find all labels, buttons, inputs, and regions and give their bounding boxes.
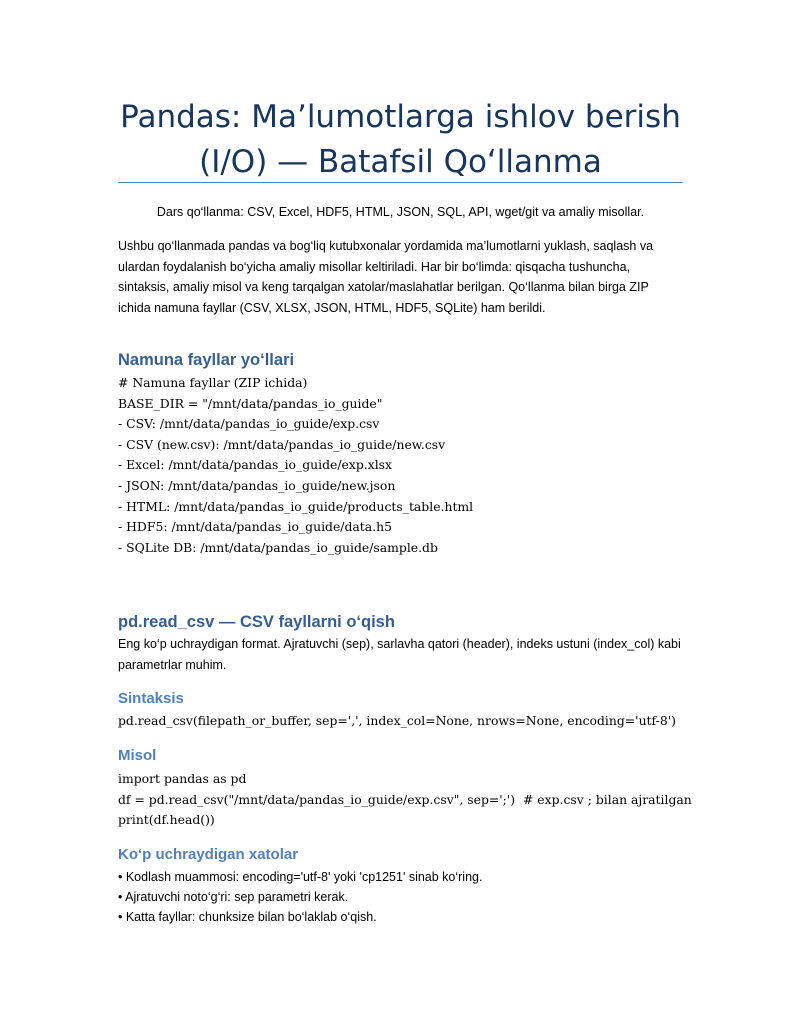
code-line: - Excel: /mnt/data/pandas_io_guide/exp.xlsx (118, 457, 393, 473)
document-subtitle: Dars qo‘llanma: CSV, Excel, HDF5, HTML, JSON, SQL, API, wget/git va amaliy misollar. (156, 205, 645, 219)
title-divider (118, 182, 683, 183)
read-csv-heading: pd.read_csv — CSV fayllarni o‘qish (118, 613, 395, 631)
read-csv-description: Eng ko‘p uchraydigan format. Ajratuvchi (sep), sarlavha qatori (header), indeks ustuni (index_col) kabi parametrlar muhim. (118, 637, 681, 672)
error-bullet-item: • Kodlash muammosi: encoding='utf-8' yoki 'cp1251' sinab ko‘ring. (118, 870, 483, 884)
code-line: - HDF5: /mnt/data/pandas_io_guide/data.h5 (118, 519, 392, 535)
syntax-code (118, 711, 718, 732)
error-bullet-item: • Ajratuvchi noto‘g‘ri: sep parametri kerak. (118, 890, 349, 904)
code-line: - CSV: /mnt/data/pandas_io_guide/exp.csv (118, 416, 380, 432)
sample-files-heading: Namuna fayllar yo‘llari (118, 351, 295, 369)
syntax-heading: Sintaksis (118, 690, 184, 707)
code-line: - SQLite DB: /mnt/data/pandas_io_guide/sample.db (118, 539, 438, 555)
example-heading: Misol (118, 747, 157, 764)
code-line: BASE_DIR = "/mnt/data/pandas_io_guide" (118, 395, 383, 411)
code-line: # Namuna fayllar (ZIP ichida) (118, 375, 308, 390)
example-code (118, 769, 718, 831)
code-line: pd.read_csv(filepath_or_buffer, sep=',', index_col=None, nrows=None, encoding='utf-8') (118, 713, 676, 728)
code-line: - CSV (new.csv): /mnt/data/pandas_io_guide/new.csv (118, 436, 446, 452)
intro-paragraph: Ushbu qo‘llanmada pandas va bog‘liq kutubxonalar yordamida ma’lumotlarni yuklash, saqlash va ulardan foydalanish bo‘yicha amaliy misollar keltiriladi. Har bir bo‘limda: qisqacha tushuncha, sintaksis, amaliy misol va keng tarqalgan xatolar/maslahatlar berilgan. Qo‘llanma bilan birga ZIP ichida namuna fayllar (CSV, XLSX, JSON, HTML, HDF5, SQLite) ham berildi. (118, 239, 654, 315)
error-bullet-item: • Katta fayllar: chunksize bilan bo‘laklab o‘qish. (118, 910, 377, 924)
code-line: - JSON: /mnt/data/pandas_io_guide/new.json (118, 477, 396, 493)
code-line: - HTML: /mnt/data/pandas_io_guide/products_table.html (118, 498, 474, 514)
common-errors-list (118, 867, 683, 927)
document-title: Pandas: Ma’lumotlarga ishlov berish (I/O) — Batafsil Qo‘llanma (120, 99, 681, 180)
code-line: print(df.head()) (118, 812, 215, 828)
code-line: df = pd.read_csv("/mnt/data/pandas_io_guide/exp.csv", sep=';') # exp.csv ; bilan ajratilgan (118, 791, 692, 807)
code-line: import pandas as pd (118, 771, 247, 786)
sample-files-code (118, 373, 718, 558)
common-errors-heading: Ko‘p uchraydigan xatolar (118, 846, 299, 863)
